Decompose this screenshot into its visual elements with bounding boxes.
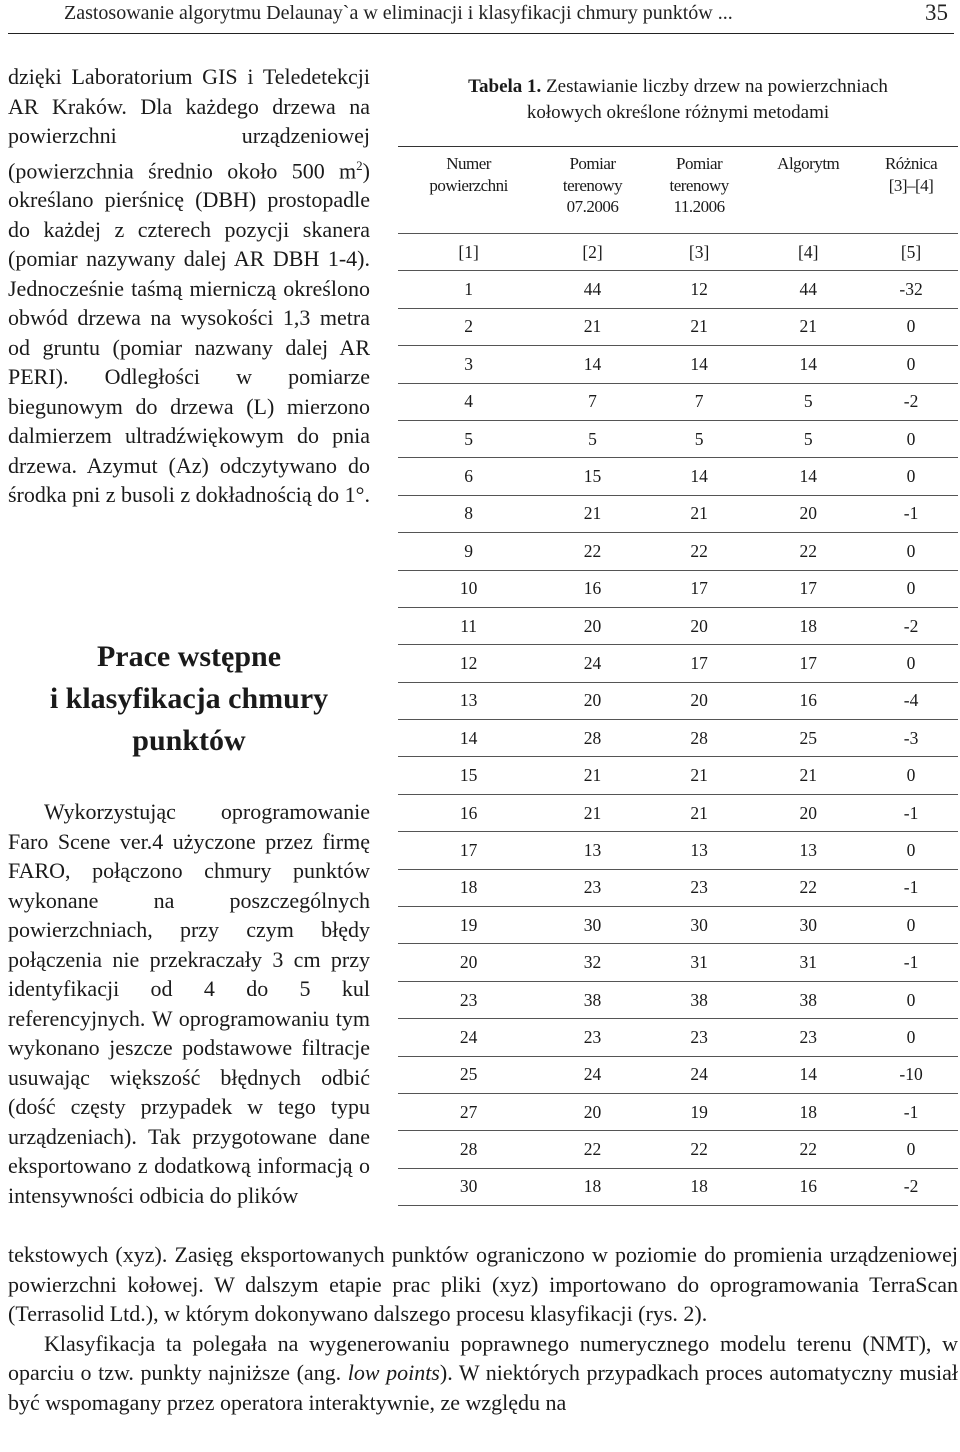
table-cell: 9: [398, 533, 539, 570]
table-cell: 21: [539, 495, 646, 532]
table-cell: 28: [539, 720, 646, 757]
table-cell: 21: [752, 308, 864, 345]
table-cell: 0: [864, 907, 958, 944]
table-cell: 23: [398, 981, 539, 1018]
table-cell: 21: [539, 308, 646, 345]
table-cell: 20: [646, 607, 753, 644]
table-cell: 0: [864, 757, 958, 794]
table-row: [398, 458, 958, 495]
table-row: [398, 308, 958, 345]
table-cell: -3: [864, 720, 958, 757]
table-cell: 22: [752, 1131, 864, 1168]
table-cell: -1: [864, 869, 958, 906]
table-cell: 23: [646, 1019, 753, 1056]
table-cell: 30: [752, 907, 864, 944]
table-cell: 7: [646, 383, 753, 420]
table-cell: 18: [646, 1168, 753, 1205]
table-cell: 24: [398, 1019, 539, 1056]
table-cell: 14: [398, 720, 539, 757]
table-cell: -1: [864, 794, 958, 831]
column-index-row: [398, 234, 958, 271]
table-cell: 28: [398, 1131, 539, 1168]
table-cell: 13: [398, 682, 539, 719]
table-cell: 7: [539, 383, 646, 420]
table-cell: 31: [752, 944, 864, 981]
table-cell: 20: [539, 682, 646, 719]
table-cell: -1: [864, 944, 958, 981]
table-cell: 18: [752, 1093, 864, 1130]
table-cell: 24: [539, 645, 646, 682]
table-cell: 0: [864, 346, 958, 383]
paragraph-classification: Klasyfikacja ta polegała na wygenerowaniu poprawnego numerycznego modelu terenu (NMT), w oparciu o tzw. punkty najniższe (ang. low points). W niektórych przypadkach proces automatyczny musiał być wspomagany przez operatora interaktywnie, ze względu na: [8, 1330, 958, 1415]
table-row: [398, 645, 958, 682]
table-row: [398, 1056, 958, 1093]
table-cell: 22: [646, 533, 753, 570]
table-row: [398, 271, 958, 308]
table-cell: 1: [398, 271, 539, 308]
table-cell: 30: [398, 1168, 539, 1205]
table-cell: 12: [646, 271, 753, 308]
bottom-full-width-text: [8, 1240, 958, 1417]
index-cell: [4]: [752, 234, 864, 271]
table-cell: 15: [539, 458, 646, 495]
table-cell: 13: [752, 832, 864, 869]
table-row: [398, 346, 958, 383]
table-row: [398, 1093, 958, 1130]
table-cell: 5: [646, 420, 753, 457]
table-cell: 0: [864, 308, 958, 345]
table-cell: 12: [398, 645, 539, 682]
table-cell: 28: [646, 720, 753, 757]
table-cell: 21: [539, 757, 646, 794]
table-cell: 44: [539, 271, 646, 308]
table-cell: 32: [539, 944, 646, 981]
table-cell: 17: [752, 645, 864, 682]
index-cell: [5]: [864, 234, 958, 271]
table-cell: 30: [646, 907, 753, 944]
left-column-text: [8, 62, 370, 510]
table-cell: 23: [646, 869, 753, 906]
index-cell: [2]: [539, 234, 646, 271]
running-title: Zastosowanie algorytmu Delaunay`a w eliminacji i klasyfikacji chmury punktów ...: [64, 2, 733, 24]
table-cell: 14: [539, 346, 646, 383]
table-cell: 6: [398, 458, 539, 495]
table-cell: 19: [646, 1093, 753, 1130]
table-cell: 20: [752, 794, 864, 831]
table-cell: 13: [646, 832, 753, 869]
table-cell: 16: [752, 1168, 864, 1205]
table-row: [398, 1131, 958, 1168]
table-cell: 20: [398, 944, 539, 981]
table-cell: -32: [864, 271, 958, 308]
table-cell: 11: [398, 607, 539, 644]
table-row: [398, 720, 958, 757]
table-cell: 14: [752, 1056, 864, 1093]
table-cell: 21: [646, 794, 753, 831]
table-cell: 16: [398, 794, 539, 831]
table-row: [398, 1168, 958, 1205]
section-heading: Prace wstępne i klasyfikacja chmury punktów: [49, 640, 329, 757]
table-cell: 18: [539, 1168, 646, 1205]
table-row: [398, 907, 958, 944]
table-cell: 22: [752, 869, 864, 906]
superscript: 2: [356, 157, 363, 173]
table-cell: 20: [646, 682, 753, 719]
section-body: [8, 797, 370, 1210]
table-cell: 18: [398, 869, 539, 906]
table-row: [398, 832, 958, 869]
paragraph-measurements: dzięki Laboratorium GIS i Teledetekcji AR Kraków. Dla każdego drzewa na powierzchni urządzeniowej (powierzchnia średnio około 500 $m^2$) określano pierśnicę (DBH) prostopadle do każdej z czterech pozycji skanera (pomiar nazywany dalej AR DBH 1-4). Jednocześnie taśmą mierniczą określono obwód drzewa na wysokości 1,3 metra od gruntu (pomiar nazwany dalej AR PERI). Odległości w pomiarze biegunowym do drzewa (L) mierzono dalmierzem ultradźwiękowym do pnia drzewa. Azymut (Az) odczytywano do środka pni z busoli z dokładnością do 1°.: [8, 64, 370, 508]
table-cell: 13: [539, 832, 646, 869]
table-cell: 38: [539, 981, 646, 1018]
table-cell: 20: [539, 607, 646, 644]
table-cell: 21: [539, 794, 646, 831]
table-cell: 0: [864, 1131, 958, 1168]
column-header: Algorytm: [752, 147, 864, 234]
table-cell: 10: [398, 570, 539, 607]
table-cell: 27: [398, 1093, 539, 1130]
table-cell: 20: [539, 1093, 646, 1130]
column-header: Numer powierzchni: [398, 147, 539, 234]
table-cell: 22: [539, 533, 646, 570]
column-header: Różnica [3]–[4]: [864, 147, 958, 234]
table-cell: 22: [752, 533, 864, 570]
table-cell: 3: [398, 346, 539, 383]
table-cell: -1: [864, 1093, 958, 1130]
table-cell: -10: [864, 1056, 958, 1093]
table-1: [398, 74, 958, 1206]
table-cell: 0: [864, 645, 958, 682]
table-cell: -4: [864, 682, 958, 719]
table-cell: 2: [398, 308, 539, 345]
table-row: [398, 944, 958, 981]
table-row: [398, 1019, 958, 1056]
table-row: [398, 420, 958, 457]
table-cell: -2: [864, 607, 958, 644]
table-row: [398, 533, 958, 570]
table-cell: 21: [646, 757, 753, 794]
table-cell: 38: [646, 981, 753, 1018]
table-cell: 24: [539, 1056, 646, 1093]
table-cell: 17: [646, 570, 753, 607]
table-cell: 14: [646, 346, 753, 383]
table-cell: 14: [752, 458, 864, 495]
table-cell: 24: [646, 1056, 753, 1093]
table-cell: 23: [539, 1019, 646, 1056]
table-cell: 21: [646, 495, 753, 532]
tree-count-table: [398, 146, 958, 1206]
table-cell: 21: [646, 308, 753, 345]
table-cell: 25: [752, 720, 864, 757]
table-cell: 5: [752, 420, 864, 457]
table-cell: -2: [864, 1168, 958, 1205]
table-row: [398, 495, 958, 532]
table-cell: 17: [398, 832, 539, 869]
table-cell: 21: [752, 757, 864, 794]
table-cell: 20: [752, 495, 864, 532]
table-cell: 23: [752, 1019, 864, 1056]
table-cell: 5: [398, 420, 539, 457]
paragraph-faro-scene: Wykorzystując oprogramowanie Faro Scene ver.4 użyczone przez firmę FARO, połączono chmury punktów wykonane na poszczególnych powierzchniach, przy czym błędy połączenia nie przekraczały 3 cm przy identyfikacji od 4 do 5 kul referencyjnych. W oprogramowaniu tym wykonano jeszcze podstawowe filtracje usuwając większość błędnych odbić (dość częsty przypadek w tego typu urządzeniach). Tak przygotowane dane eksportowano z dodatkową informacją o intensywności odbicia do plików: [8, 799, 370, 1208]
table-cell: 0: [864, 832, 958, 869]
table-cell: 5: [539, 420, 646, 457]
table-cell: 0: [864, 570, 958, 607]
table-row: [398, 981, 958, 1018]
page-header: [8, 0, 954, 34]
table-cell: 5: [752, 383, 864, 420]
table-cell: 0: [864, 1019, 958, 1056]
table-cell: 0: [864, 420, 958, 457]
table-cell: 30: [539, 907, 646, 944]
table-cell: 14: [646, 458, 753, 495]
table-cell: 17: [646, 645, 753, 682]
table-cell: 16: [539, 570, 646, 607]
table-cell: 19: [398, 907, 539, 944]
table-cell: 0: [864, 533, 958, 570]
table-row: [398, 570, 958, 607]
table-cell: 14: [752, 346, 864, 383]
table-cell: 17: [752, 570, 864, 607]
table-row: [398, 757, 958, 794]
table-cell: 4: [398, 383, 539, 420]
table-cell: 23: [539, 869, 646, 906]
table-row: [398, 869, 958, 906]
table-cell: 44: [752, 271, 864, 308]
table-cell: 22: [646, 1131, 753, 1168]
table-cell: 22: [539, 1131, 646, 1168]
index-cell: [1]: [398, 234, 539, 271]
table-row: [398, 607, 958, 644]
table-cell: 25: [398, 1056, 539, 1093]
table-cell: 38: [752, 981, 864, 1018]
table-cell: 0: [864, 981, 958, 1018]
table-cell: -2: [864, 383, 958, 420]
table-cell: -1: [864, 495, 958, 532]
table-cell: 16: [752, 682, 864, 719]
index-cell: [3]: [646, 234, 753, 271]
table-row: [398, 383, 958, 420]
table-cell: 0: [864, 458, 958, 495]
column-header: Pomiar terenowy 07.2006: [539, 147, 646, 234]
table-cell: 31: [646, 944, 753, 981]
column-header: Pomiar terenowy 11.2006: [646, 147, 753, 234]
table-cell: 15: [398, 757, 539, 794]
page-number: 35: [925, 0, 948, 25]
paragraph-terrascan: tekstowych (xyz). Zasięg eksportowanych punktów ograniczono w poziomie do promienia urządzeniowej powierzchni kołowej. W dalszym etapie prac pliki (xyz) importowano do oprogramowania TerraScan (Terrasolid Ltd.), w którym dokonywano dalszego procesu klasyfikacji (rys. 2).: [8, 1242, 958, 1326]
table-row: [398, 682, 958, 719]
table-cell: 8: [398, 495, 539, 532]
table-row: [398, 794, 958, 831]
table-caption: Tabela 1. Zestawianie liczby drzew na powierzchniach kołowych określone różnymi metodami: [468, 76, 888, 123]
table-cell: 18: [752, 607, 864, 644]
